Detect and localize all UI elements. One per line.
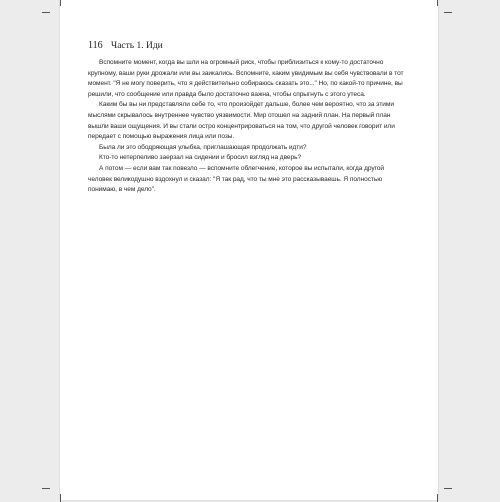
paragraph: Каким бы вы ни представляли себе то, что произойдет дальше, более чем вероятно, что за этими мыслями скрывалось внутреннее чувство уязвимости. Мир отошел на задний план. На первый план вышли ваши ощущения. И вы стали остро концентрироваться на том, что другой человек говорит или передает с помощью выражения лица или позы. — [88, 101, 395, 141]
paragraph: Вспомните момент, когда вы шли на огромный риск, чтобы приблизиться к кому-то достаточно крупному, ваши руки дрожали или вы заикались. Вспомните, каким увидимым вы себя чувствовали в тот момент. "Я не могу поверить, что я действительно собираюсь сказать это..." Но, по какой-то причине, вы решили, что сообщение или правда было достаточно важна, чтобы спрыгнуть с этого утеса. — [88, 59, 404, 98]
paragraph: А потом — если вам так повезло — вспомните облегчение, которое вы испытали, когда другой человек великодушно вздохнул и сказал: "Я так рад, что ты мне это рассказываешь. Я полностью понимаю, в чем дело". — [88, 164, 384, 194]
paragraph: Кто-то нетерпеливо заерзал на сидении и бросил взгляд на дверь? — [99, 154, 302, 162]
crop-mark — [60, 494, 61, 502]
crop-mark — [444, 488, 452, 489]
crop-mark — [42, 488, 50, 489]
crop-mark — [444, 12, 452, 13]
crop-mark — [42, 12, 50, 13]
running-header — [88, 40, 163, 51]
crop-mark — [437, 0, 438, 6]
page-number: 116 — [88, 40, 103, 51]
body-text — [88, 58, 406, 196]
crop-mark — [437, 494, 438, 502]
paragraph: Была ли это ободряющая улыбка, приглашающая продолжать идти? — [99, 143, 307, 151]
running-title: Часть 1. Иди — [111, 41, 163, 51]
crop-mark — [60, 0, 61, 6]
book-page — [60, 0, 438, 500]
